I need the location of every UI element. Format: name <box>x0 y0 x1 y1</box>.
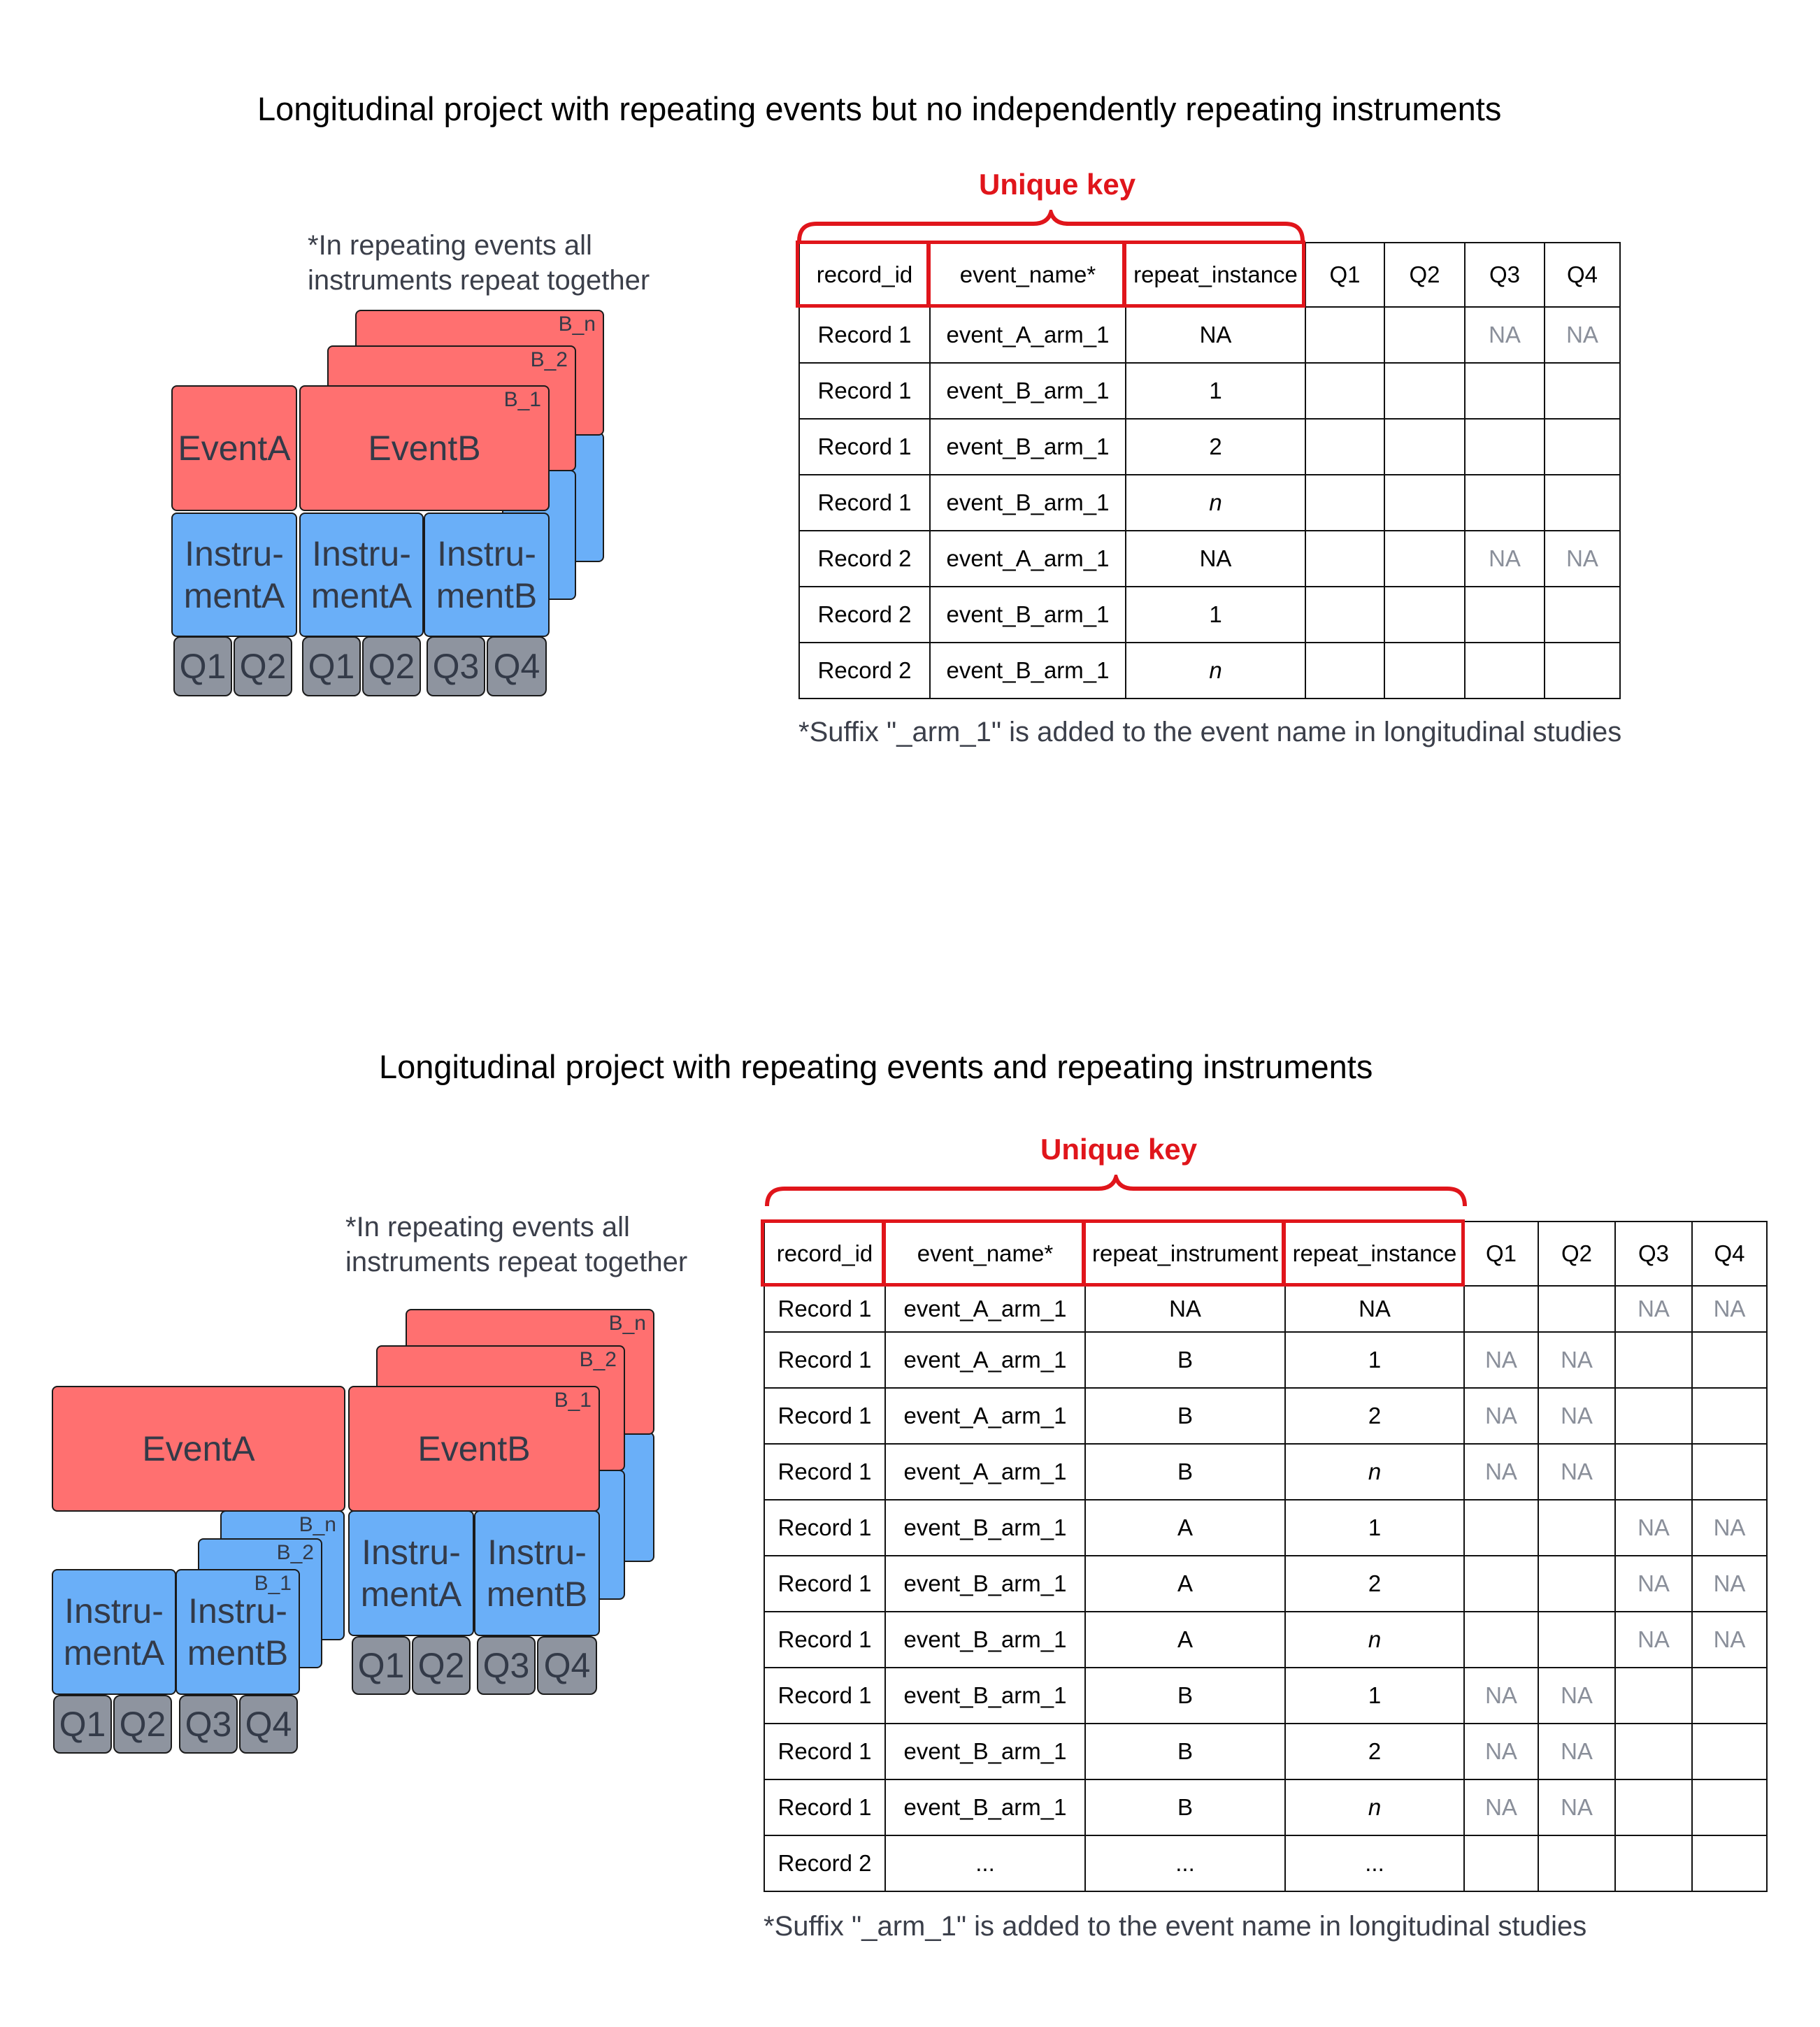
table-cell: event_B_arm_1 <box>885 1668 1085 1724</box>
table-cell: Record 1 <box>764 1556 885 1612</box>
instrument-a-box <box>171 513 297 637</box>
table-cell <box>1615 1332 1692 1388</box>
table-cell: Record 2 <box>799 643 930 699</box>
section1-note <box>308 228 650 298</box>
table-cell <box>1538 1556 1615 1612</box>
table-cell: A <box>1085 1500 1285 1556</box>
instrument-b-label-top: Instru- <box>188 1591 287 1631</box>
table-cell: event_B_arm_1 <box>885 1612 1085 1668</box>
table-cell: event_B_arm_1 <box>930 475 1126 531</box>
table-cell: NA <box>1538 1724 1615 1779</box>
instrument-a-label-top: Instru- <box>312 534 411 573</box>
table-cell: event_B_arm_1 <box>930 643 1126 699</box>
section1-table <box>798 242 1621 699</box>
table-cell: NA <box>1538 1388 1615 1444</box>
table-cell: Record 1 <box>799 307 930 363</box>
table-cell: NA <box>1615 1500 1692 1556</box>
event-b-instrument-a-box <box>299 513 424 637</box>
instrument-b-label-bottom: mentB <box>436 576 538 615</box>
table-cell <box>1384 475 1465 531</box>
table-cell: NA <box>1285 1286 1464 1332</box>
table-cell <box>1692 1779 1767 1835</box>
question-q3-box: Q3 <box>427 636 485 696</box>
table-cell: B <box>1085 1724 1285 1779</box>
table-row <box>799 363 1620 419</box>
table-cell: event_B_arm_1 <box>930 419 1126 475</box>
event-b-box <box>299 385 550 511</box>
table-cell: NA <box>1464 1724 1538 1779</box>
table-cell: 2 <box>1285 1388 1464 1444</box>
table-cell <box>1692 1444 1767 1500</box>
table-cell <box>1692 1835 1767 1891</box>
instrument-b-label-bottom: mentB <box>486 1575 588 1614</box>
table-cell: NA <box>1692 1556 1767 1612</box>
table-cell: NA <box>1538 1332 1615 1388</box>
event-b-instrument-b-box <box>474 1510 600 1636</box>
table-cell <box>1305 363 1384 419</box>
table-cell: NA <box>1538 1779 1615 1835</box>
event-b-box <box>348 1386 600 1512</box>
table-cell <box>1464 1556 1538 1612</box>
question-q2-box: Q2 <box>113 1695 172 1754</box>
header-cell: record_id <box>799 243 930 307</box>
tag-b-1: B_1 <box>254 1572 292 1595</box>
header-cell: Q3 <box>1615 1222 1692 1286</box>
table-cell: event_A_arm_1 <box>930 307 1126 363</box>
table-cell: NA <box>1538 1444 1615 1500</box>
note-line-2: instruments repeat together <box>308 265 650 296</box>
table-row <box>799 531 1620 587</box>
event-a-label: EventA <box>178 429 291 468</box>
table-cell: Record 1 <box>764 1779 885 1835</box>
table-cell: NA <box>1692 1612 1767 1668</box>
table-cell: Record 1 <box>799 363 930 419</box>
section2-footnote: *Suffix "_arm_1" is added to the event name in longitudinal studies <box>764 1911 1587 1942</box>
table-cell: 1 <box>1285 1332 1464 1388</box>
table-cell <box>1305 475 1384 531</box>
table-cell <box>1384 307 1465 363</box>
table-cell: NA <box>1464 1668 1538 1724</box>
table-cell <box>1615 1779 1692 1835</box>
table-cell: 1 <box>1285 1500 1464 1556</box>
header-cell: repeat_instance <box>1126 243 1305 307</box>
header-cell: Q4 <box>1545 243 1620 307</box>
table-cell <box>1305 643 1384 699</box>
table-cell <box>1692 1332 1767 1388</box>
event-b-label: EventB <box>368 429 481 468</box>
table-cell <box>1545 363 1620 419</box>
header-cell: Q4 <box>1692 1222 1767 1286</box>
table-cell: event_B_arm_1 <box>885 1724 1085 1779</box>
table-cell <box>1465 419 1545 475</box>
tag-b-n: B_n <box>299 1513 336 1536</box>
table-cell: NA <box>1545 531 1620 587</box>
header-cell: Q2 <box>1384 243 1465 307</box>
instrument-a-label-bottom: mentA <box>310 576 413 615</box>
table-row <box>764 1388 1767 1444</box>
table-cell <box>1305 531 1384 587</box>
table-cell <box>1305 419 1384 475</box>
section2-table <box>764 1221 1768 1892</box>
unique-key-brace <box>797 210 1305 245</box>
table-cell: event_B_arm_1 <box>885 1500 1085 1556</box>
event-b-label: EventB <box>417 1429 531 1468</box>
question-q2-box: Q2 <box>234 636 292 696</box>
question-q1-box: Q1 <box>302 636 361 696</box>
table-row <box>799 419 1620 475</box>
table-cell: Record 1 <box>764 1444 885 1500</box>
instrument-a-label-bottom: mentA <box>360 1575 462 1614</box>
table-cell <box>1545 419 1620 475</box>
question-q4-box: Q4 <box>239 1695 298 1754</box>
table-row <box>799 307 1620 363</box>
table-cell: A <box>1085 1556 1285 1612</box>
table-cell: n <box>1285 1444 1464 1500</box>
table-cell: B <box>1085 1388 1285 1444</box>
table-row <box>764 1835 1767 1891</box>
table-row <box>764 1444 1767 1500</box>
table-cell: 1 <box>1126 587 1305 643</box>
header-cell: Q2 <box>1538 1222 1615 1286</box>
question-q4-box: Q4 <box>537 1636 597 1695</box>
table-row <box>764 1724 1767 1779</box>
table-cell <box>1384 531 1465 587</box>
instrument-a-label-top: Instru- <box>361 1533 461 1572</box>
table-cell <box>1615 1724 1692 1779</box>
table-cell: NA <box>1085 1286 1285 1332</box>
table-cell <box>1692 1668 1767 1724</box>
table-cell <box>1615 1668 1692 1724</box>
table-cell: NA <box>1464 1779 1538 1835</box>
table-cell <box>1615 1444 1692 1500</box>
table-cell: Record 1 <box>764 1668 885 1724</box>
table-cell <box>1384 363 1465 419</box>
event-b-instrument-a-box <box>348 1510 474 1636</box>
event-a-label: EventA <box>142 1429 255 1468</box>
instrument-a-label-bottom: mentA <box>183 576 285 615</box>
key-repeat-instrument <box>1082 1219 1286 1287</box>
table-cell: 1 <box>1126 363 1305 419</box>
header-cell: event_name* <box>930 243 1126 307</box>
table-cell: n <box>1285 1612 1464 1668</box>
note-line-2: instruments repeat together <box>345 1247 688 1277</box>
question-q1-box: Q1 <box>53 1695 112 1754</box>
table-cell: NA <box>1126 531 1305 587</box>
tag-b-n: B_n <box>558 313 596 336</box>
table-cell <box>1692 1724 1767 1779</box>
key-event-name <box>882 1219 1086 1287</box>
header-cell: record_id <box>764 1222 885 1286</box>
table-cell <box>1464 1500 1538 1556</box>
tag-b-2: B_2 <box>276 1541 314 1564</box>
table-cell <box>1465 475 1545 531</box>
table-cell: NA <box>1465 307 1545 363</box>
question-q4-box: Q4 <box>487 636 547 696</box>
table-cell <box>1305 587 1384 643</box>
key-record-id <box>761 1219 886 1287</box>
event-a-box <box>171 385 297 511</box>
table-cell: Record 2 <box>799 587 930 643</box>
tag-b-2: B_2 <box>530 348 568 371</box>
question-q3-box: Q3 <box>477 1636 536 1695</box>
table-cell <box>1538 1612 1615 1668</box>
header-cell: Q1 <box>1305 243 1384 307</box>
header-cell: Q3 <box>1465 243 1545 307</box>
table-cell: n <box>1126 475 1305 531</box>
table-cell: B <box>1085 1332 1285 1388</box>
table-cell <box>1465 587 1545 643</box>
table-cell <box>1545 643 1620 699</box>
tag-b-1: B_1 <box>503 388 541 411</box>
table-cell <box>1384 643 1465 699</box>
table-cell: A <box>1085 1612 1285 1668</box>
table-cell <box>1464 1612 1538 1668</box>
instrument-b-label-top: Instru- <box>437 534 536 573</box>
question-q3-box: Q3 <box>179 1695 238 1754</box>
header-cell: repeat_instrument <box>1085 1222 1285 1286</box>
table-cell: 2 <box>1126 419 1305 475</box>
table-cell <box>1464 1286 1538 1332</box>
table-cell: Record 1 <box>764 1612 885 1668</box>
table-cell <box>1384 587 1465 643</box>
table-cell: NA <box>1692 1500 1767 1556</box>
table-cell <box>1465 363 1545 419</box>
instrument-b-label-top: Instru- <box>487 1533 587 1572</box>
table-cell <box>1615 1388 1692 1444</box>
tag-b-2: B_2 <box>579 1348 617 1371</box>
question-q2-box: Q2 <box>362 636 421 696</box>
table-cell: Record 2 <box>764 1835 885 1891</box>
tag-b-n: B_n <box>608 1312 646 1335</box>
unique-key-label: Unique key <box>1040 1133 1198 1166</box>
key-record-id <box>796 241 931 308</box>
key-repeat-instance <box>1122 241 1305 308</box>
table-cell: event_B_arm_1 <box>885 1779 1085 1835</box>
table-cell: Record 1 <box>799 475 930 531</box>
table-cell: NA <box>1615 1286 1692 1332</box>
tag-b-1: B_1 <box>554 1389 592 1412</box>
table-cell: n <box>1126 643 1305 699</box>
instrument-a-label-top: Instru- <box>185 534 284 573</box>
table-cell <box>1538 1500 1615 1556</box>
event-b-instrument-b-box <box>424 513 550 637</box>
table-cell: NA <box>1538 1668 1615 1724</box>
table-row <box>799 587 1620 643</box>
table-cell <box>1615 1835 1692 1891</box>
question-q1-box: Q1 <box>173 636 232 696</box>
section1-title: Longitudinal project with repeating events but no independently repeating instruments <box>257 90 1502 127</box>
table-cell: NA <box>1464 1444 1538 1500</box>
instrument-a-label-bottom: mentA <box>63 1633 165 1673</box>
header-cell: Q1 <box>1464 1222 1538 1286</box>
table-cell: NA <box>1615 1556 1692 1612</box>
question-q1-box: Q1 <box>352 1636 410 1695</box>
table-cell <box>1305 307 1384 363</box>
table-cell: Record 1 <box>764 1332 885 1388</box>
key-event-name <box>926 241 1126 308</box>
table-cell: B <box>1085 1444 1285 1500</box>
table-cell: B <box>1085 1779 1285 1835</box>
header-cell: event_name* <box>885 1222 1085 1286</box>
table-cell: NA <box>1126 307 1305 363</box>
table-cell: ... <box>885 1835 1085 1891</box>
table-cell: 1 <box>1285 1668 1464 1724</box>
note-line-1: *In repeating events all <box>308 230 592 261</box>
table-cell: NA <box>1692 1286 1767 1332</box>
unique-key-label: Unique key <box>979 168 1136 201</box>
unique-key-brace <box>765 1175 1467 1210</box>
table-cell: event_A_arm_1 <box>885 1388 1085 1444</box>
table-row <box>764 1286 1767 1332</box>
table-cell <box>1465 643 1545 699</box>
table-cell <box>1384 419 1465 475</box>
question-q2-box: Q2 <box>412 1636 471 1695</box>
table-cell: n <box>1285 1779 1464 1835</box>
instrument-a-label-top: Instru- <box>64 1591 164 1631</box>
section2-note <box>345 1210 687 1280</box>
table-cell: 2 <box>1285 1556 1464 1612</box>
section2-title: Longitudinal project with repeating events and repeating instruments <box>379 1048 1373 1085</box>
table-cell <box>1545 587 1620 643</box>
table-cell: event_B_arm_1 <box>930 587 1126 643</box>
table-cell: event_A_arm_1 <box>885 1444 1085 1500</box>
table-cell: ... <box>1085 1835 1285 1891</box>
table-cell: event_B_arm_1 <box>930 363 1126 419</box>
table-row <box>764 1500 1767 1556</box>
table-cell: Record 1 <box>764 1724 885 1779</box>
table-cell: NA <box>1615 1612 1692 1668</box>
table-cell: Record 1 <box>764 1286 885 1332</box>
table-row <box>764 1612 1767 1668</box>
table-cell: event_A_arm_1 <box>885 1332 1085 1388</box>
table-cell: NA <box>1465 531 1545 587</box>
table-cell: Record 2 <box>799 531 930 587</box>
instrument-b-label-bottom: mentB <box>187 1633 289 1673</box>
table-cell: ... <box>1285 1835 1464 1891</box>
table-row <box>799 643 1620 699</box>
table-cell: event_A_arm_1 <box>930 531 1126 587</box>
table-cell: event_A_arm_1 <box>885 1286 1085 1332</box>
note-line-1: *In repeating events all <box>345 1212 630 1242</box>
table-row <box>764 1668 1767 1724</box>
table-row <box>764 1779 1767 1835</box>
table-cell: NA <box>1464 1388 1538 1444</box>
table-cell <box>1538 1286 1615 1332</box>
table-cell: event_B_arm_1 <box>885 1556 1085 1612</box>
event-a-instrument-a-box <box>52 1569 176 1695</box>
table-row <box>764 1556 1767 1612</box>
table-cell <box>1545 475 1620 531</box>
table-cell: NA <box>1545 307 1620 363</box>
table-cell: NA <box>1464 1332 1538 1388</box>
table-cell: 2 <box>1285 1724 1464 1779</box>
event-a-box <box>52 1386 345 1512</box>
table-row <box>764 1332 1767 1388</box>
key-repeat-instance <box>1282 1219 1465 1287</box>
table-cell <box>1464 1835 1538 1891</box>
table-cell: Record 1 <box>764 1388 885 1444</box>
table-cell: B <box>1085 1668 1285 1724</box>
table-cell: Record 1 <box>799 419 930 475</box>
table-cell: Record 1 <box>764 1500 885 1556</box>
table-row <box>799 475 1620 531</box>
header-cell: repeat_instance <box>1285 1222 1464 1286</box>
table-cell <box>1538 1835 1615 1891</box>
event-a-instrument-b-box <box>175 1569 300 1695</box>
table-cell <box>1692 1388 1767 1444</box>
section1-footnote: *Suffix "_arm_1" is added to the event name in longitudinal studies <box>798 717 1622 747</box>
